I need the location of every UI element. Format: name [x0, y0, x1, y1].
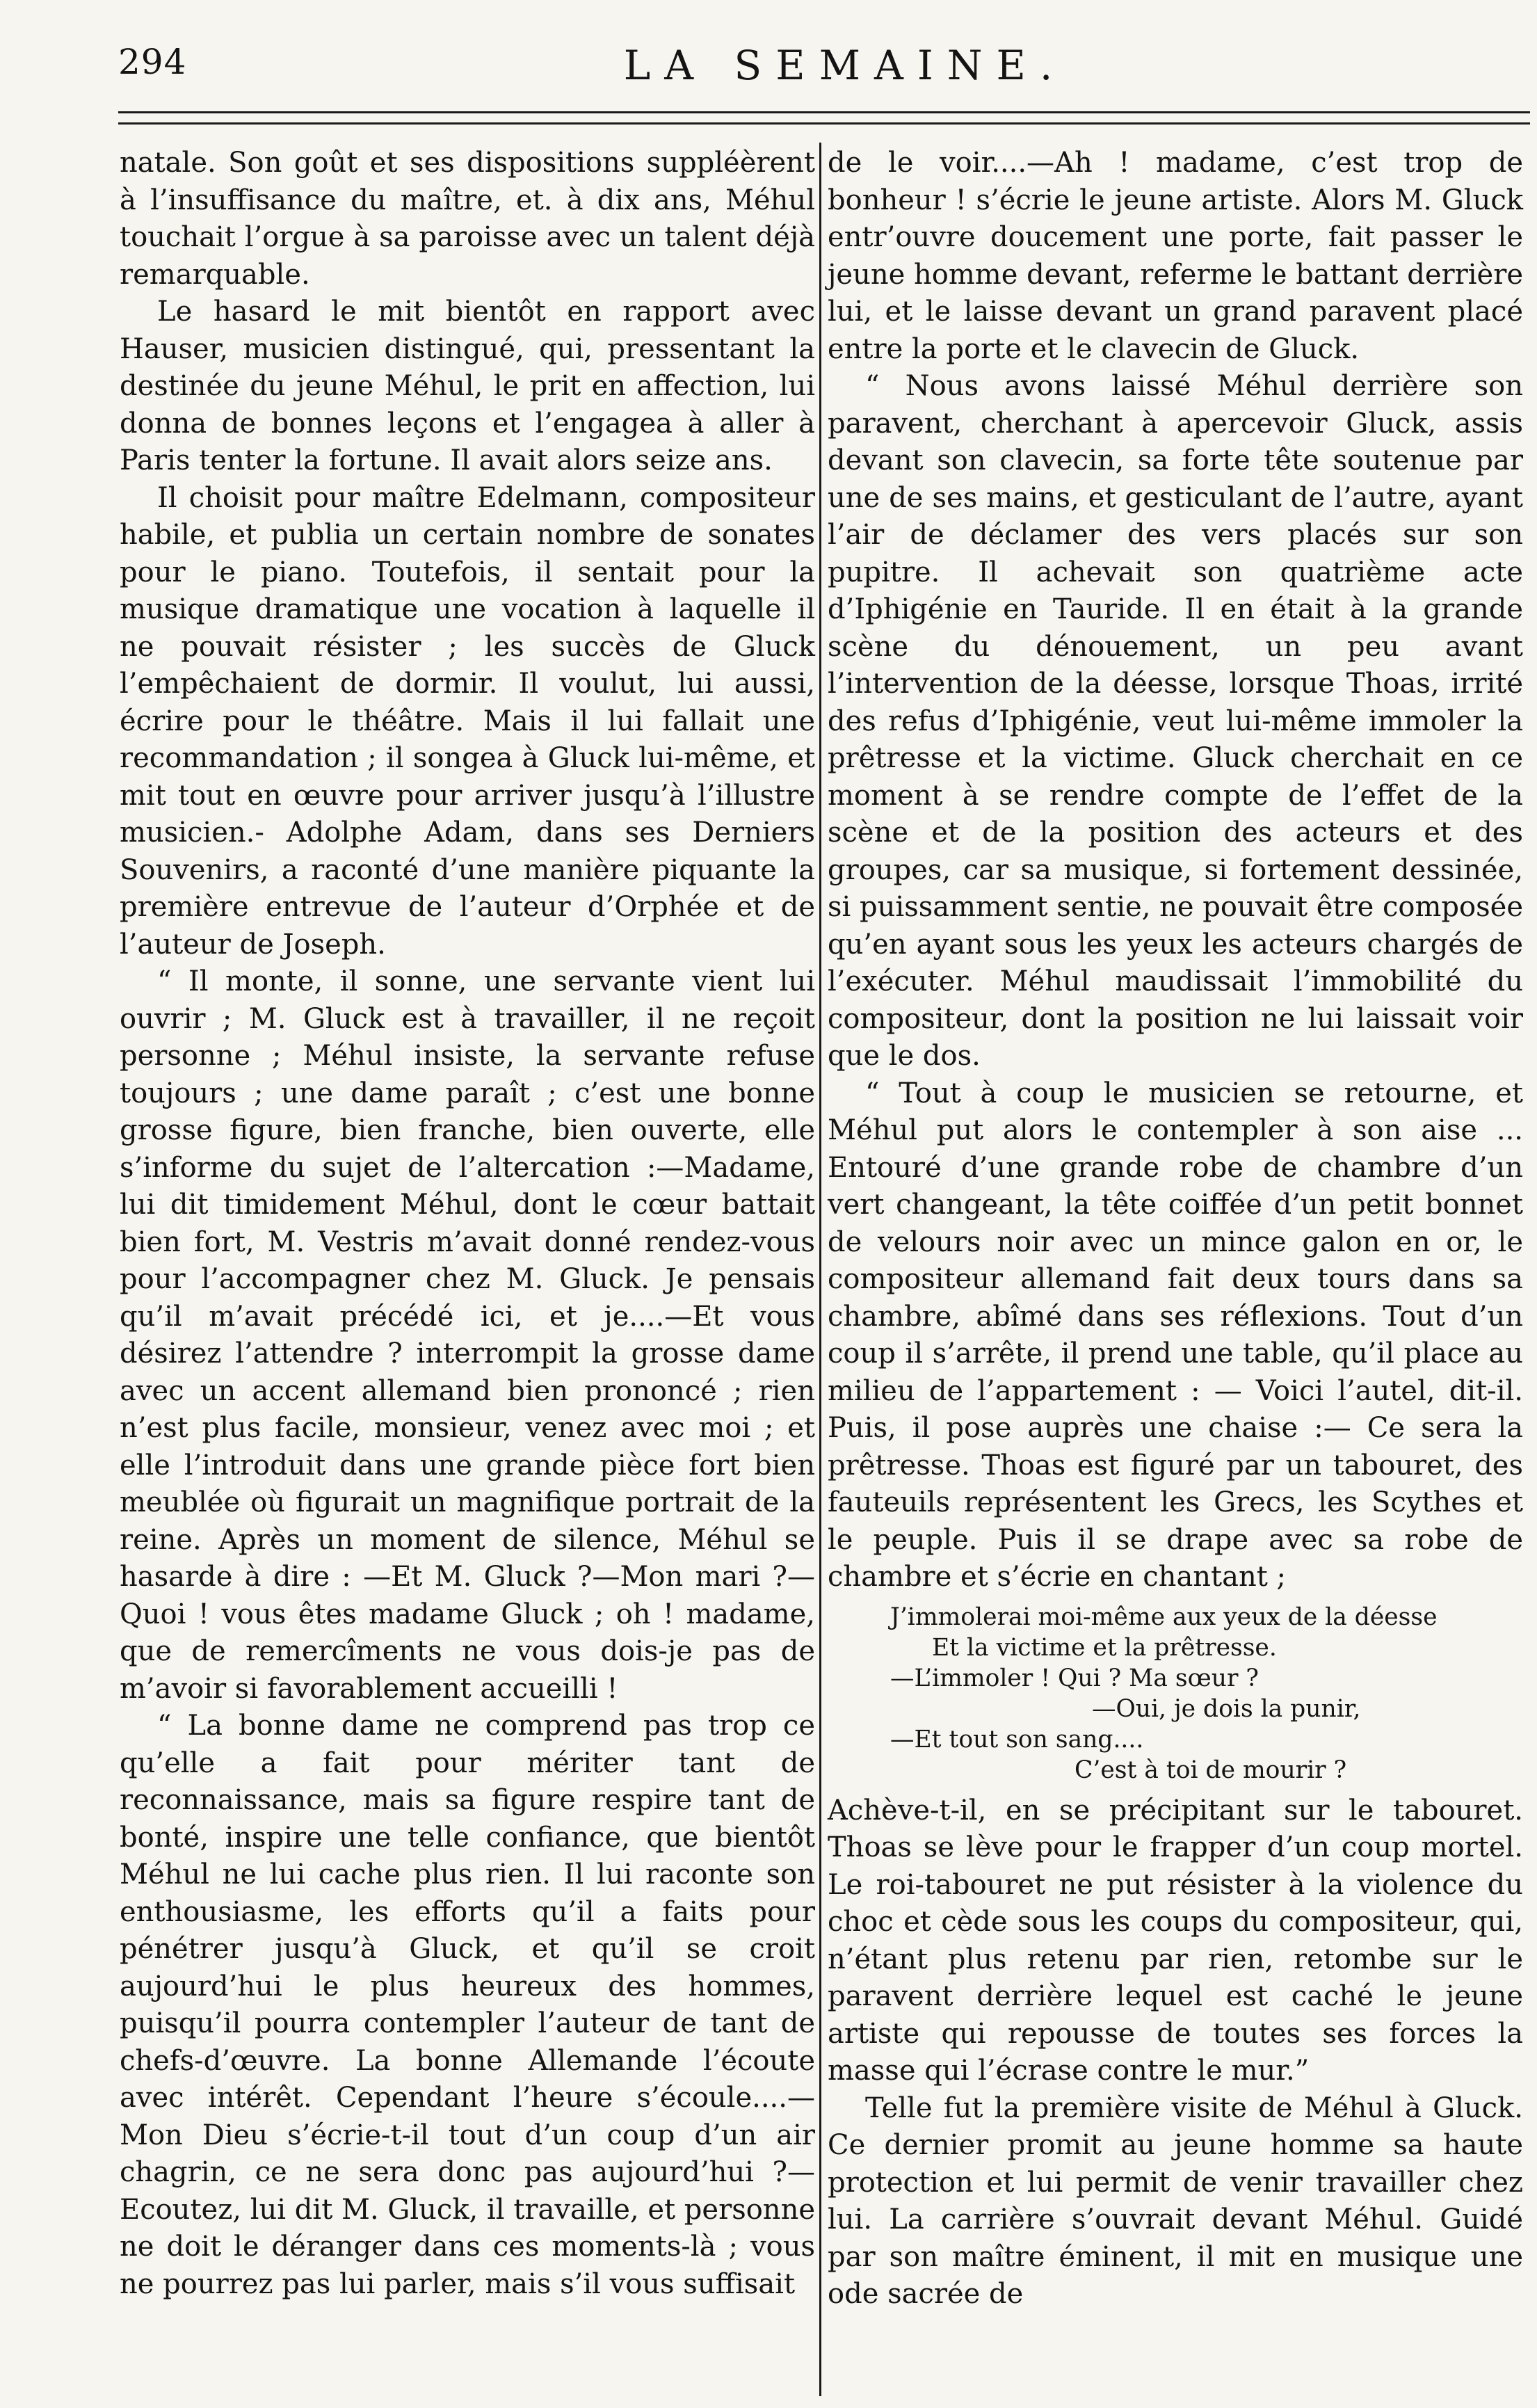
- page-header: [118, 42, 1530, 97]
- header-rule-top: [118, 111, 1530, 113]
- left-column: [120, 145, 815, 2303]
- paragraph: “ Nous avons laissé Méhul derrière son paravent, cherchant à apercevoir Gluck, assis devant son clavecin, sa forte tête soutenue par une de ses mains, et gesticulant de l’autre, ayant l’air de déclamer des vers placés sur son pupitre. Il achevait son quatrième acte d’Iphigénie en Tauride. Il en était à la grande scène du dénouement, un peu avant l’intervention de la déesse, lorsque Thoas, irrité des refus d’Iphigénie, veut lui-même immoler la prêtresse et la victime. Gluck cherchait en ce moment à se rendre compte de l’effet de la scène et de la position des acteurs et des groupes, car sa musique, si fortement dessinée, si puissamment sentie, ne pouvait être composée qu’en ayant sous les yeux les acteurs chargés de l’exécuter. Méhul maudissait l’immobilité du compositeur, dont la position ne lui laissait voir que le dos.: [828, 370, 1523, 1072]
- paragraph: Le hasard le mit bientôt en rapport avec Hauser, musicien distingué, qui, pressentant la destinée du jeune Méhul, le prit en affection, lui donna de bonnes leçons et l’engagea à aller à Paris tenter la fortune. Il avait alors seize ans.: [120, 296, 815, 476]
- verse-line: Et la victime et la prêtresse.: [932, 1633, 1277, 1662]
- verse-line: —Oui, je dois la punir,: [1092, 1694, 1361, 1723]
- page-number: 294: [118, 42, 187, 82]
- header-rule-bottom: [118, 122, 1530, 125]
- verse-quote: [828, 1602, 1523, 1785]
- paragraph: Telle fut la première visite de Méhul à Gluck. Ce dernier promit au jeune homme sa haute protection et lui permit de venir travailler chez lui. La carrière s’ouvrait devant Méhul. Guidé par son maître éminent, il mit en musique une ode sacrée de: [828, 2092, 1523, 2310]
- paragraph: natale. Son goût et ses dispositions suppléèrent à l’insuffisance du maître, et. à dix ans, Méhul touchait l’orgue à sa paroisse avec un talent déjà remarquable.: [120, 147, 815, 291]
- paragraph: Achève-t-il, en se précipitant sur le tabouret. Thoas se lève pour le frapper d’un coup mortel. Le roi-tabouret ne put résister à la violence du choc et cède sous les coups du compositeur, qui, n’étant plus retenu par rien, retombe sur le paravent derrière lequel est caché le jeune artiste qui repousse de toutes ses forces la masse qui l’écrase contre le mur.”: [828, 1794, 1523, 2087]
- column-divider: [819, 143, 821, 2396]
- verse-line: C’est à toi de mourir ?: [1075, 1756, 1347, 1784]
- right-column: [828, 145, 1523, 2313]
- paragraph: “ Tout à coup le musicien se retourne, et Méhul put alors le contempler à son aise ... Entouré d’une grande robe de chambre d’un vert changeant, la tête coiffée d’un petit bonnet de velours noir avec un mince galon en or, le compositeur allemand fait deux tours dans sa chambre, abîmé dans ses réflexions. Tout d’un coup il s’arrête, il prend une table, qu’il place au milieu de l’appartement : — Voici l’autel, dit-il. Puis, il pose auprès une chaise :— Ce sera la prêtresse. Thoas est figuré par un tabouret, des fauteuils représentent les Grecs, les Scythes et le peuple. Puis il se drape avec sa robe de chambre et s’écrie en chantant ;: [828, 1077, 1523, 1593]
- paragraph: de le voir....—Ah ! madame, c’est trop de bonheur ! s’écrie le jeune artiste. Alors M. Gluck entr’ouvre doucement une porte, fait passer le jeune homme devant, referme le battant derrière lui, et le laisse devant un grand paravent placé entre la porte et le clavecin de Gluck.: [828, 147, 1523, 365]
- paragraph: “ Il monte, il sonne, une servante vient lui ouvrir ; M. Gluck est à travailler, il ne reçoit personne ; Méhul insiste, la servante refuse toujours ; une dame paraît ; c’est une bonne grosse figure, bien franche, bien ouverte, elle s’informe du sujet de l’altercation :—Madame, lui dit timidement Méhul, dont le cœur battait bien fort, M. Vestris m’avait donné rendez-vous pour l’accompagner chez M. Gluck. Je pensais qu’il m’avait précédé ici, et je....—Et vous désirez l’attendre ? interrompit la grosse dame avec un accent allemand bien prononcé ; rien n’est plus facile, monsieur, venez avec moi ; et elle l’introduit dans une grande pièce fort bien meublée où figurait un magnifique portrait de la reine. Après un moment de silence, Méhul se hasarde à dire : —Et M. Gluck ?—Mon mari ?—Quoi ! vous êtes madame Gluck ; oh ! madame, que de remercîments ne vous dois-je pas de m’avoir si favorablement accueilli !: [120, 965, 815, 1705]
- paragraph: Il choisit pour maître Edelmann, compositeur habile, et publia un certain nombre de sonates pour le piano. Toutefois, il sentait pour la musique dramatique une vocation à laquelle il ne pouvait résister ; les succès de Gluck l’empêchaient de dormir. Il voulut, lui aussi, écrire pour le théâtre. Mais il lui fallait une recommandation ; il songea à Gluck lui-même, et mit tout en œuvre pour arriver jusqu’à l’illustre musicien.- Adolphe Adam, dans ses Derniers Souvenirs, a raconté d’une manière piquante la première entrevue de l’auteur d’Orphée et de l’auteur de Joseph.: [120, 481, 815, 961]
- paragraph: “ La bonne dame ne comprend pas trop ce qu’elle a fait pour mériter tant de reconnaissance, mais sa figure respire tant de bonté, inspire une telle confiance, que bientôt Méhul ne lui cache plus rien. Il lui raconte son enthousiasme, les efforts qu’il a faits pour pénétrer jusqu’à Gluck, et qu’il se croit aujourd’hui le plus heureux des hommes, puisqu’il pourra contempler l’auteur de tant de chefs-d’œuvre. La bonne Allemande l’écoute avec intérêt. Cependant l’heure s’écoule....—Mon Dieu s’écrie-t-il tout d’un coup d’un air chagrin, ce ne sera donc pas aujourd’hui ?— Ecoutez, lui dit M. Gluck, il travaille, et personne ne doit le déranger dans ces moments-là ; vous ne pourrez pas lui parler, mais s’il vous suffisait: [120, 1710, 815, 2300]
- verse-line: —L’immoler ! Qui ? Ma sœur ?: [890, 1664, 1259, 1692]
- verse-line: —Et tout son sang....: [890, 1725, 1144, 1753]
- journal-title: LA SEMAINE.: [623, 42, 1067, 89]
- verse-line: J’immolerai moi-même aux yeux de la déesse: [890, 1603, 1438, 1631]
